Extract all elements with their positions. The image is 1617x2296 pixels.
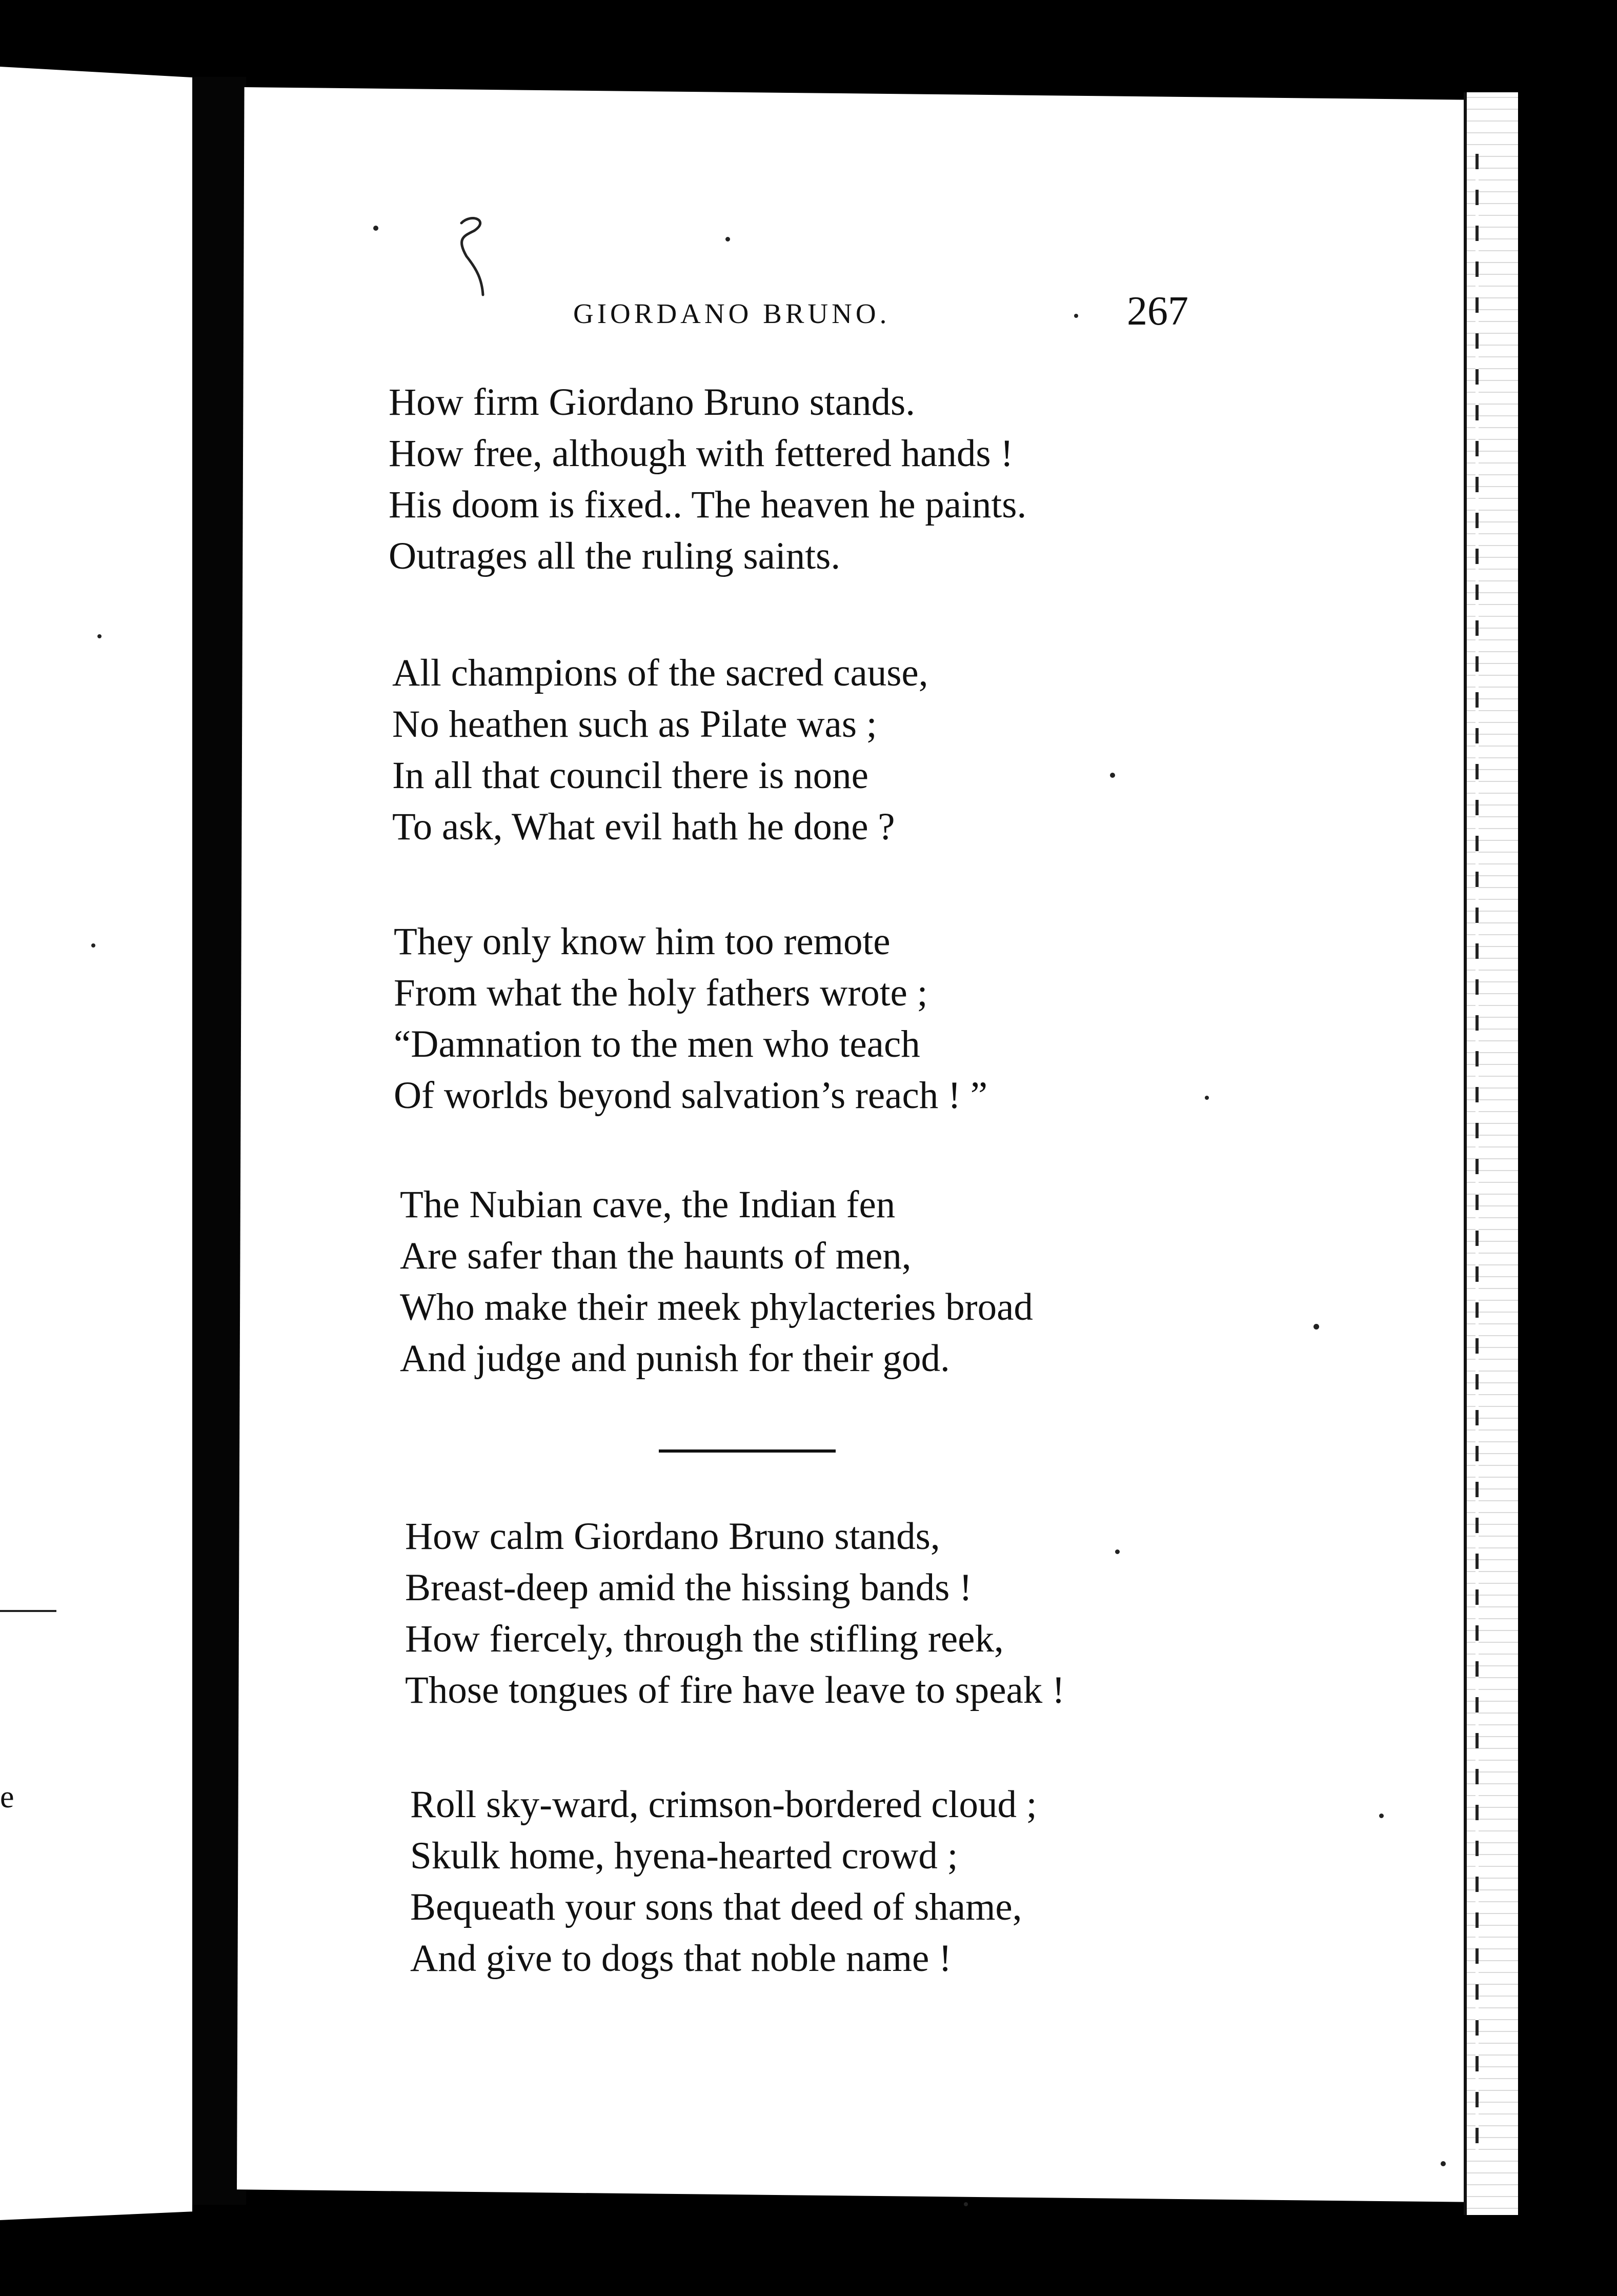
verse-line: Those tongues of fire have leave to speak ! — [405, 1669, 1065, 1711]
print-speck — [1205, 1096, 1209, 1100]
print-speck — [1441, 2161, 1446, 2166]
verse-line: Bequeath your sons that deed of shame, — [410, 1886, 1022, 1928]
verse-line: Of worlds beyond salvation’s reach ! ” — [394, 1074, 987, 1117]
verse-line: And judge and punish for their god. — [400, 1337, 950, 1380]
left-facing-page — [0, 67, 192, 2220]
verse-line: Are safer than the haunts of men, — [400, 1235, 912, 1277]
verse-line: Skulk home, hyena-hearted crowd ; — [410, 1835, 958, 1877]
verse-line: How fiercely, through the stifling reek, — [405, 1618, 1004, 1660]
verse-line: They only know him too remote — [394, 920, 891, 963]
stanza-6 — [410, 1779, 1037, 1984]
verse-line: From what the holy fathers wrote ; — [394, 972, 928, 1014]
left-page-text-fragment: e — [0, 1780, 14, 1815]
print-speck — [97, 634, 102, 638]
verse-line: Outrages all the ruling saints. — [389, 535, 841, 577]
verse-line: His doom is fixed.. The heaven he paints. — [389, 484, 1027, 526]
page-edge-binding — [1475, 154, 1479, 2153]
stanza-5 — [405, 1511, 1065, 1716]
print-speck — [1074, 314, 1078, 318]
stanza-3 — [394, 916, 987, 1121]
print-speck — [1313, 1324, 1319, 1330]
print-speck — [1115, 1549, 1120, 1554]
verse-line: Breast-deep amid the hissing bands ! — [405, 1566, 972, 1609]
verse-line: How calm Giordano Bruno stands, — [405, 1515, 940, 1558]
verse-line: Who make their meek phylacteries broad — [400, 1286, 1033, 1328]
page-edge-strip — [1464, 92, 1518, 2215]
verse-line: In all that council there is none — [392, 754, 868, 797]
print-speck — [91, 943, 95, 948]
stanza-1 — [389, 377, 1026, 582]
verse-line: The Nubian cave, the Indian fen — [400, 1183, 896, 1226]
verse-line: Roll sky-ward, crimson-bordered cloud ; — [410, 1783, 1037, 1826]
verse-line: How firm Giordano Bruno stands. — [389, 381, 915, 424]
running-header-title: GIORDANO BRUNO. — [573, 298, 891, 329]
stanza-4 — [400, 1179, 1033, 1384]
verse-line: “Damnation to the men who teach — [394, 1023, 920, 1065]
verse-line: All champions of the sacred cause, — [392, 652, 928, 694]
verse-line: And give to dogs that noble name ! — [410, 1937, 952, 1980]
left-page-rule — [0, 1610, 56, 1612]
print-speck — [964, 2202, 968, 2206]
verse-line: How free, although with fettered hands ! — [389, 432, 1014, 475]
stanza-2 — [392, 648, 928, 853]
page-number: 267 — [1127, 289, 1188, 334]
pencil-annotation-mark — [446, 208, 492, 310]
verse-line: To ask, What evil hath he done ? — [392, 805, 895, 848]
print-speck — [373, 226, 378, 231]
verse-line: No heathen such as Pilate was ; — [392, 703, 877, 746]
print-speck — [725, 237, 730, 241]
print-speck — [1379, 1814, 1384, 1818]
section-divider-rule — [659, 1449, 836, 1453]
print-speck — [1110, 773, 1115, 778]
